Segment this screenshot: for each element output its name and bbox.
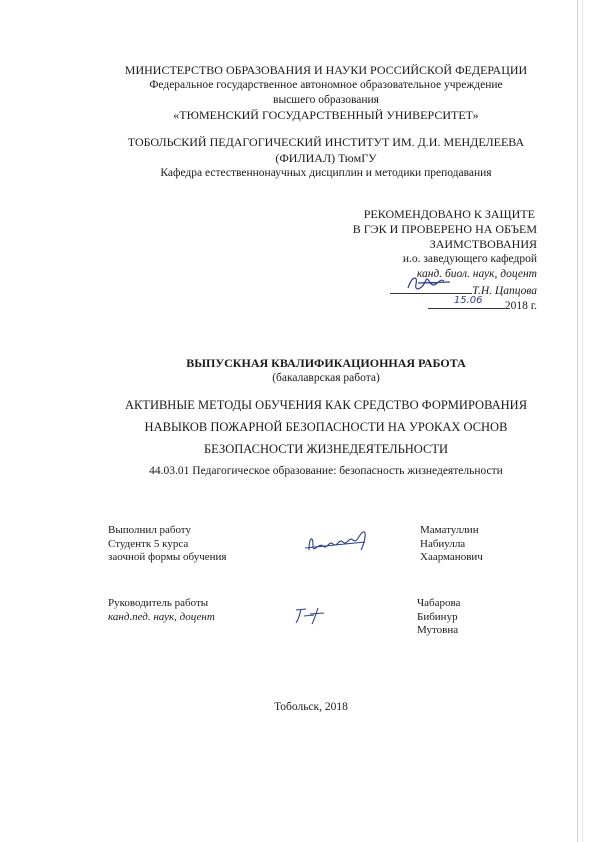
city-year: Тобольск, 2018 — [274, 701, 348, 713]
signature-blank — [390, 282, 472, 294]
work-title-line-3: БЕЗОПАСНОСТИ ЖИЗНЕДЕЯТЕЛЬНОСТИ — [204, 442, 448, 456]
approval-line-1: РЕКОМЕНДОВАНО К ЗАЩИТЕ — [363, 207, 535, 221]
approval-name: Т.Н. Цапцова — [472, 285, 537, 297]
supervisor-name-1: Чабарова — [417, 597, 461, 609]
handwritten-signature — [404, 272, 464, 296]
institution-line-2: высшего образования — [273, 94, 379, 106]
work-type: ВЫПУСКНАЯ КВАЛИФИКАЦИОННАЯ РАБОТА — [186, 356, 466, 370]
supervisor-labels — [108, 597, 215, 624]
approval-date-line — [428, 297, 537, 313]
author-name-3: Хаарманович — [420, 551, 483, 563]
work-title-line-1: АКТИВНЫЕ МЕТОДЫ ОБУЧЕНИЯ КАК СРЕДСТВО ФОРМИРОВАНИЯ — [124, 398, 528, 412]
supervisor-signature — [292, 604, 328, 626]
approval-year: 2018 г. — [504, 300, 537, 312]
author-signature — [303, 528, 375, 560]
author-label-3: заочной формы обучения — [108, 551, 227, 563]
institution-line-1: Федеральное государственное автономное образовательное учреждение — [149, 79, 503, 91]
work-subtype: (бакалаврская работа) — [272, 372, 380, 384]
supervisor-name-3: Мутовна — [417, 624, 459, 636]
handwritten-date: 15.06 — [453, 295, 483, 306]
author-label-1: Выполнил работу — [108, 524, 191, 536]
author-labels — [108, 524, 227, 565]
approval-line-2: В ГЭК И ПРОВЕРЕНО НА ОБЪЕМ — [352, 222, 537, 236]
author-names — [420, 524, 483, 565]
institute-line-2: (ФИЛИАЛ) ТюмГУ — [275, 151, 377, 165]
work-title-line-2: НАВЫКОВ ПОЖАРНОЙ БЕЗОПАСНОСТИ НА УРОКАХ ОСНОВ — [144, 420, 508, 434]
supervisor-name-2: Бибинур — [417, 610, 458, 623]
university-name: «ТЮМЕНСКИЙ ГОСУДАРСТВЕННЫЙ УНИВЕРСИТЕТ» — [173, 108, 479, 122]
ministry-line: МИНИСТЕРСТВО ОБРАЗОВАНИЯ И НАУКИ РОССИЙСКОЙ ФЕДЕРАЦИИ — [124, 63, 528, 77]
approval-line-3: ЗАИМСТВОВАНИЯ — [429, 237, 537, 251]
institute-line-1: ТОБОЛЬСКИЙ ПЕДАГОГИЧЕСКИЙ ИНСТИТУТ ИМ. Д.И. МЕНДЕЛЕЕВА — [127, 135, 525, 149]
supervisor-label-2: канд.пед. наук, доцент — [108, 610, 215, 623]
supervisor-names — [417, 597, 460, 638]
date-blank — [428, 297, 505, 309]
author-label-2: Студентк 5 курса — [108, 537, 189, 550]
approval-degree: канд. биол. наук, доцент — [416, 268, 537, 280]
author-name-2: Набиулла — [420, 537, 466, 550]
supervisor-label-1: Руководитель работы — [108, 597, 209, 609]
department-line: Кафедра естественнонаучных дисциплин и методики преподавания — [160, 167, 492, 179]
author-name-1: Маматуллин — [420, 524, 479, 536]
approval-position: и.о. заведующего кафедрой — [402, 253, 537, 265]
specialty-line: 44.03.01 Педагогическое образование: безопасность жизнедеятельности — [149, 465, 503, 477]
